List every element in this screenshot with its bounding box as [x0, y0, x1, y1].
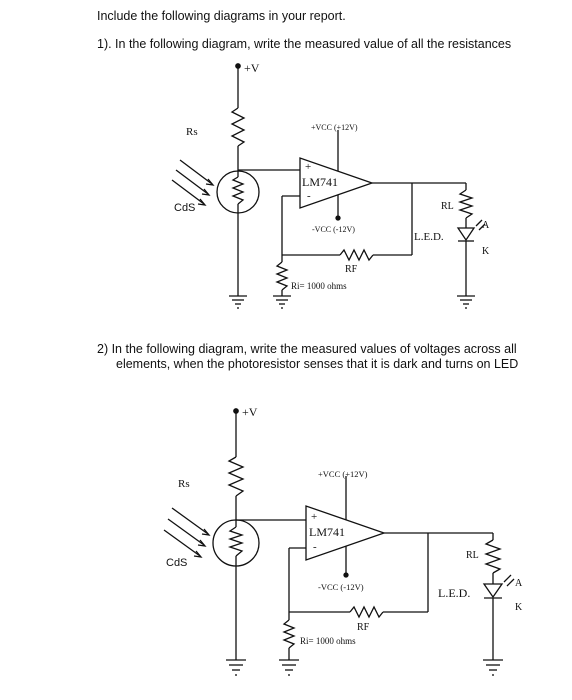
- opamp-minus-label: -: [307, 190, 311, 202]
- vplus-label-2: +V: [242, 405, 258, 419]
- question-2-line-1: 2) In the following diagram, write the measured values of voltages across all: [97, 342, 517, 356]
- rf-label-2: RF: [357, 622, 370, 633]
- cathode-label: K: [482, 246, 490, 257]
- opamp-label: LM741: [302, 175, 338, 189]
- ri-label-2: Ri= 1000 ohms: [300, 636, 356, 646]
- cds-label: CdS: [174, 202, 196, 214]
- vcc-pos-label: +VCC (+12V): [311, 123, 358, 132]
- vcc-pos-label-2: +VCC (+12V): [318, 469, 368, 479]
- question-2-line-2: elements, when the photoresistor senses that it is dark and turns on LED: [116, 357, 519, 371]
- rf-label: RF: [345, 264, 358, 275]
- anode-label-2: A: [515, 578, 523, 589]
- cathode-label-2: K: [515, 602, 523, 613]
- intro-text: Include the following diagrams in your report.: [97, 9, 346, 23]
- vcc-neg-label: -VCC (-12V): [312, 225, 355, 234]
- vcc-neg-label-2: -VCC (-12V): [318, 582, 364, 592]
- cds-label-2: CdS: [166, 557, 188, 569]
- question-1-text: 1). In the following diagram, write the measured value of all the resistances: [97, 37, 512, 51]
- rl-label-2: RL: [466, 550, 479, 561]
- ri-label: Ri= 1000 ohms: [291, 281, 347, 291]
- led-label-2: L.E.D.: [438, 586, 471, 600]
- opamp-plus-label-2: +: [311, 511, 318, 523]
- opamp-label-2: LM741: [309, 525, 345, 539]
- anode-label: A: [482, 220, 490, 231]
- rl-label: RL: [441, 201, 454, 212]
- vplus-label: +V: [244, 61, 260, 75]
- rs-label-2: Rs: [178, 478, 190, 490]
- rs-label: Rs: [186, 126, 198, 138]
- led-label: L.E.D.: [414, 231, 444, 243]
- opamp-plus-label: +: [305, 161, 312, 173]
- opamp-minus-label-2: -: [313, 541, 317, 553]
